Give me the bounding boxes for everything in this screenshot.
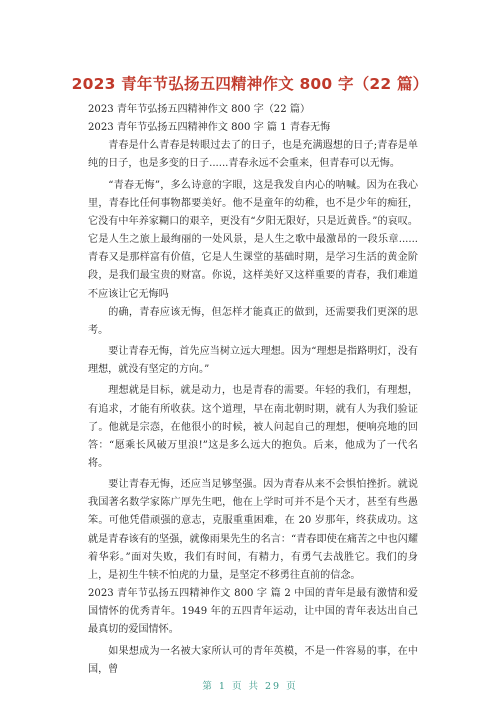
document-body [88,101,418,679]
paragraph-4: “青春无悔”，多么诗意的字眼，这是我发自内心的呐喊。因为在我心里，青春比任何事物都要美好。他不是童年的幼稚，也不是少年的痴狂，它没有中年养家糊口的艰辛，更没有“夕阳无限好，只是近黄昏。”的哀叹。它是人生之旅上最绚丽的一处风景，是人生之歌中最激昂的一段乐章......青春又是那样富有价值，它是人生课堂的基础时期，是学习生活的黄金阶段，是我们最宝贵的财富。你说，这样美好又这样重要的青春，我们难道不应该让它无悔吗 [88,179,418,300]
paragraph-3: 青春是什么青春是转眼过去了的日子，也是充满遐想的日子;青春是单纯的日子，也是多变的日子......青春永远不会重来，但青春可以无悔。 [88,140,418,170]
paragraph-10: 如果想成为一名被大家所认可的青年英模，不是一件容易的事，在中国，曾 [88,645,418,675]
paragraph-2: 2023 青年节弘扬五四精神作文 800 字 篇 1 青春无悔 [88,122,331,134]
page-footer: 第 1 页 共 29 页 [202,681,298,692]
paragraph-7: 理想就是目标，就是动力，也是青春的需要。年轻的我们，有理想，有追求，才能有所收获。这个道理，早在南北朝时期，就有人为我们验证了。他就是宗悫，在他很小的时候，被人问起自己的理想，便响亮地的回答：“愿乘长风破万里浪!”这是多么远大的抱负。后来，他成为了一代名将。 [88,385,418,469]
paragraph-8: 要让青春无悔，还应当足够坚强。因为青春从来不会惧怕挫折。就说我国著名数学家陈广厚先生吧，他在上学时可并不是个天才，甚至有些愚笨。可他凭借顽强的意志，克服重重困难，在 20 岁那年，终获成功。这就是青春该有的坚强，就像雨果先生的名言：“青春即使在痛苦之中也闪耀着华彩。”面对失败，我们有时间，有精力，有勇气去战胜它。我们的身上，是初生牛犊不怕虎的力量，是坚定不移勇往直前的信念。 [88,479,418,581]
document-title: 2023 青年节弘扬五四精神作文 800 字（22 篇） [71,75,429,93]
paragraph-9: 2023 青年节弘扬五四精神作文 800 字 篇 2 中国的青年是最有激情和爱国情怀的优秀青年。1949 年的五四青年运动，让中国的青年表达出自己最真切的爱国情怀。 [88,588,418,636]
paragraph-1: 2023 青年节弘扬五四精神作文 800 字（22 篇） [88,104,311,115]
paragraph-6: 要让青春无悔，首先应当树立远大理想。因为“理想是指路明灯，没有理想，就没有坚定的方向。” [88,346,418,376]
paragraph-5: 的确，青春应该无悔，但怎样才能真正的做到，还需要我们更深的思考。 [88,306,418,336]
